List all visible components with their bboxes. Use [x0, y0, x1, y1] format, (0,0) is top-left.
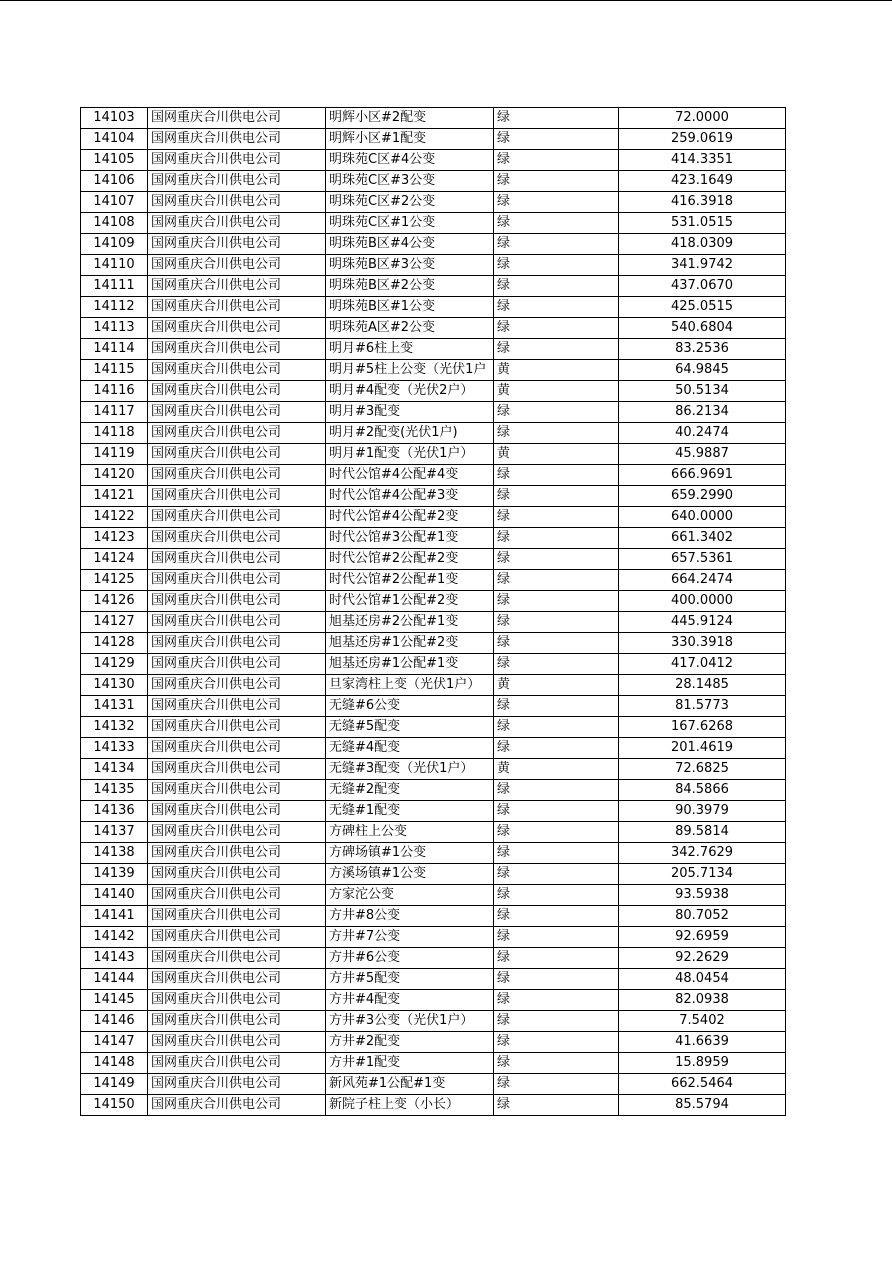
row-status-cell: 绿 [494, 192, 619, 213]
table-row [81, 360, 786, 381]
row-id-cell: 14115 [81, 360, 148, 381]
row-value-cell: 82.0938 [619, 990, 786, 1011]
row-station-cell: 时代公馆#3公配#1变 [326, 528, 494, 549]
table-row [81, 675, 786, 696]
row-station-cell: 明月#1配变（光伏1户） [326, 444, 494, 465]
table-row [81, 990, 786, 1011]
row-status-cell: 绿 [494, 276, 619, 297]
row-station-cell: 方井#7公变 [326, 927, 494, 948]
row-id-cell: 14116 [81, 381, 148, 402]
table-row [81, 864, 786, 885]
row-status-cell: 绿 [494, 150, 619, 171]
row-id-cell: 14139 [81, 864, 148, 885]
row-id-cell: 14141 [81, 906, 148, 927]
row-station-cell: 方碑柱上公变 [326, 822, 494, 843]
row-station-cell: 明珠苑C区#3公变 [326, 171, 494, 192]
row-status-cell: 绿 [494, 927, 619, 948]
table-row [81, 507, 786, 528]
row-status-cell: 绿 [494, 738, 619, 759]
row-company-cell: 国网重庆合川供电公司 [148, 990, 326, 1011]
row-id-cell: 14122 [81, 507, 148, 528]
row-company-cell: 国网重庆合川供电公司 [148, 276, 326, 297]
row-status-cell: 绿 [494, 654, 619, 675]
table-body [81, 108, 786, 1116]
row-id-cell: 14149 [81, 1074, 148, 1095]
row-station-cell: 方井#1配变 [326, 1053, 494, 1074]
row-status-cell: 绿 [494, 465, 619, 486]
row-station-cell: 明辉小区#2配变 [326, 108, 494, 129]
row-station-cell: 明珠苑B区#2公变 [326, 276, 494, 297]
row-value-cell: 7.5402 [619, 1011, 786, 1032]
row-station-cell: 方井#5配变 [326, 969, 494, 990]
row-value-cell: 45.9887 [619, 444, 786, 465]
row-id-cell: 14121 [81, 486, 148, 507]
row-company-cell: 国网重庆合川供电公司 [148, 1011, 326, 1032]
row-company-cell: 国网重庆合川供电公司 [148, 1053, 326, 1074]
table-row [81, 1074, 786, 1095]
row-status-cell: 绿 [494, 801, 619, 822]
row-company-cell: 国网重庆合川供电公司 [148, 1095, 326, 1116]
row-id-cell: 14126 [81, 591, 148, 612]
row-status-cell: 黄 [494, 381, 619, 402]
row-value-cell: 85.5794 [619, 1095, 786, 1116]
table-row [81, 549, 786, 570]
row-company-cell: 国网重庆合川供电公司 [148, 360, 326, 381]
row-value-cell: 81.5773 [619, 696, 786, 717]
row-status-cell: 绿 [494, 171, 619, 192]
row-value-cell: 657.5361 [619, 549, 786, 570]
row-id-cell: 14144 [81, 969, 148, 990]
row-id-cell: 14120 [81, 465, 148, 486]
table-row [81, 402, 786, 423]
row-id-cell: 14133 [81, 738, 148, 759]
row-company-cell: 国网重庆合川供电公司 [148, 486, 326, 507]
row-company-cell: 国网重庆合川供电公司 [148, 150, 326, 171]
row-value-cell: 661.3402 [619, 528, 786, 549]
table-row [81, 948, 786, 969]
table-row [81, 297, 786, 318]
row-company-cell: 国网重庆合川供电公司 [148, 381, 326, 402]
row-station-cell: 明珠苑A区#2公变 [326, 318, 494, 339]
row-value-cell: 540.6804 [619, 318, 786, 339]
table-row [81, 822, 786, 843]
row-company-cell: 国网重庆合川供电公司 [148, 948, 326, 969]
row-status-cell: 绿 [494, 570, 619, 591]
row-id-cell: 14129 [81, 654, 148, 675]
row-company-cell: 国网重庆合川供电公司 [148, 108, 326, 129]
table-row [81, 192, 786, 213]
table-row [81, 108, 786, 129]
row-value-cell: 437.0670 [619, 276, 786, 297]
row-value-cell: 445.9124 [619, 612, 786, 633]
row-status-cell: 黄 [494, 675, 619, 696]
row-value-cell: 72.6825 [619, 759, 786, 780]
row-station-cell: 方家沱公变 [326, 885, 494, 906]
row-company-cell: 国网重庆合川供电公司 [148, 633, 326, 654]
row-station-cell: 方碑场镇#1公变 [326, 843, 494, 864]
row-value-cell: 659.2990 [619, 486, 786, 507]
row-id-cell: 14148 [81, 1053, 148, 1074]
row-status-cell: 绿 [494, 633, 619, 654]
table-row [81, 318, 786, 339]
row-id-cell: 14127 [81, 612, 148, 633]
row-value-cell: 50.5134 [619, 381, 786, 402]
table-row [81, 171, 786, 192]
page-top-border [0, 0, 892, 1]
table-row [81, 759, 786, 780]
table-row [81, 276, 786, 297]
row-id-cell: 14112 [81, 297, 148, 318]
table-row [81, 1053, 786, 1074]
row-value-cell: 83.2536 [619, 339, 786, 360]
row-value-cell: 89.5814 [619, 822, 786, 843]
row-status-cell: 绿 [494, 402, 619, 423]
row-value-cell: 400.0000 [619, 591, 786, 612]
table-row [81, 801, 786, 822]
row-station-cell: 无缝#3配变（光伏1户） [326, 759, 494, 780]
table-row [81, 885, 786, 906]
row-value-cell: 417.0412 [619, 654, 786, 675]
row-status-cell: 绿 [494, 318, 619, 339]
row-status-cell: 绿 [494, 108, 619, 129]
row-value-cell: 662.5464 [619, 1074, 786, 1095]
table-row [81, 717, 786, 738]
row-value-cell: 15.8959 [619, 1053, 786, 1074]
row-id-cell: 14110 [81, 255, 148, 276]
row-value-cell: 259.0619 [619, 129, 786, 150]
table-row [81, 738, 786, 759]
row-value-cell: 90.3979 [619, 801, 786, 822]
row-value-cell: 92.6959 [619, 927, 786, 948]
row-id-cell: 14103 [81, 108, 148, 129]
table-row [81, 150, 786, 171]
row-station-cell: 方井#3公变（光伏1户） [326, 1011, 494, 1032]
data-table [80, 107, 786, 1116]
row-value-cell: 80.7052 [619, 906, 786, 927]
row-value-cell: 414.3351 [619, 150, 786, 171]
row-value-cell: 531.0515 [619, 213, 786, 234]
row-id-cell: 14119 [81, 444, 148, 465]
row-company-cell: 国网重庆合川供电公司 [148, 843, 326, 864]
row-station-cell: 明珠苑C区#4公变 [326, 150, 494, 171]
row-value-cell: 41.6639 [619, 1032, 786, 1053]
row-status-cell: 黄 [494, 759, 619, 780]
table-row [81, 780, 786, 801]
row-company-cell: 国网重庆合川供电公司 [148, 906, 326, 927]
row-company-cell: 国网重庆合川供电公司 [148, 801, 326, 822]
row-station-cell: 方井#4配变 [326, 990, 494, 1011]
row-value-cell: 664.2474 [619, 570, 786, 591]
row-company-cell: 国网重庆合川供电公司 [148, 675, 326, 696]
row-value-cell: 64.9845 [619, 360, 786, 381]
row-company-cell: 国网重庆合川供电公司 [148, 297, 326, 318]
row-station-cell: 方井#6公变 [326, 948, 494, 969]
row-value-cell: 84.5866 [619, 780, 786, 801]
row-value-cell: 167.6268 [619, 717, 786, 738]
row-id-cell: 14113 [81, 318, 148, 339]
row-company-cell: 国网重庆合川供电公司 [148, 927, 326, 948]
row-company-cell: 国网重庆合川供电公司 [148, 171, 326, 192]
row-station-cell: 明月#4配变（光伏2户） [326, 381, 494, 402]
row-company-cell: 国网重庆合川供电公司 [148, 528, 326, 549]
row-company-cell: 国网重庆合川供电公司 [148, 423, 326, 444]
table-row [81, 612, 786, 633]
row-value-cell: 205.7134 [619, 864, 786, 885]
row-id-cell: 14134 [81, 759, 148, 780]
table-row [81, 927, 786, 948]
row-company-cell: 国网重庆合川供电公司 [148, 570, 326, 591]
row-value-cell: 93.5938 [619, 885, 786, 906]
row-company-cell: 国网重庆合川供电公司 [148, 591, 326, 612]
row-company-cell: 国网重庆合川供电公司 [148, 507, 326, 528]
row-status-cell: 绿 [494, 213, 619, 234]
table-row [81, 843, 786, 864]
row-station-cell: 明珠苑B区#3公变 [326, 255, 494, 276]
row-station-cell: 方井#8公变 [326, 906, 494, 927]
row-status-cell: 绿 [494, 423, 619, 444]
row-company-cell: 国网重庆合川供电公司 [148, 759, 326, 780]
table-row [81, 969, 786, 990]
row-value-cell: 423.1649 [619, 171, 786, 192]
table-row [81, 339, 786, 360]
row-status-cell: 绿 [494, 255, 619, 276]
row-status-cell: 黄 [494, 360, 619, 381]
row-status-cell: 绿 [494, 948, 619, 969]
row-id-cell: 14118 [81, 423, 148, 444]
row-status-cell: 绿 [494, 1032, 619, 1053]
table-row [81, 528, 786, 549]
row-station-cell: 时代公馆#2公配#1变 [326, 570, 494, 591]
row-station-cell: 方溪场镇#1公变 [326, 864, 494, 885]
table-row [81, 1032, 786, 1053]
row-status-cell: 绿 [494, 864, 619, 885]
row-company-cell: 国网重庆合川供电公司 [148, 738, 326, 759]
table-row [81, 486, 786, 507]
row-id-cell: 14150 [81, 1095, 148, 1116]
row-station-cell: 明月#6柱上变 [326, 339, 494, 360]
table-row [81, 444, 786, 465]
row-company-cell: 国网重庆合川供电公司 [148, 885, 326, 906]
row-id-cell: 14130 [81, 675, 148, 696]
row-value-cell: 40.2474 [619, 423, 786, 444]
row-company-cell: 国网重庆合川供电公司 [148, 444, 326, 465]
row-company-cell: 国网重庆合川供电公司 [148, 864, 326, 885]
row-status-cell: 绿 [494, 969, 619, 990]
row-station-cell: 明月#2配变(光伏1户) [326, 423, 494, 444]
row-company-cell: 国网重庆合川供电公司 [148, 969, 326, 990]
row-value-cell: 418.0309 [619, 234, 786, 255]
row-status-cell: 黄 [494, 444, 619, 465]
row-station-cell: 时代公馆#4公配#2变 [326, 507, 494, 528]
table-row [81, 213, 786, 234]
row-id-cell: 14108 [81, 213, 148, 234]
row-value-cell: 416.3918 [619, 192, 786, 213]
row-company-cell: 国网重庆合川供电公司 [148, 717, 326, 738]
row-status-cell: 绿 [494, 507, 619, 528]
row-status-cell: 绿 [494, 780, 619, 801]
row-status-cell: 绿 [494, 591, 619, 612]
row-station-cell: 旭基还房#2公配#1变 [326, 612, 494, 633]
row-id-cell: 14107 [81, 192, 148, 213]
row-id-cell: 14132 [81, 717, 148, 738]
row-value-cell: 201.4619 [619, 738, 786, 759]
row-status-cell: 绿 [494, 1053, 619, 1074]
row-id-cell: 14131 [81, 696, 148, 717]
row-company-cell: 国网重庆合川供电公司 [148, 612, 326, 633]
row-id-cell: 14142 [81, 927, 148, 948]
table-row [81, 1011, 786, 1032]
row-company-cell: 国网重庆合川供电公司 [148, 696, 326, 717]
row-company-cell: 国网重庆合川供电公司 [148, 780, 326, 801]
row-station-cell: 时代公馆#4公配#4变 [326, 465, 494, 486]
row-station-cell: 无缝#2配变 [326, 780, 494, 801]
row-value-cell: 86.2134 [619, 402, 786, 423]
row-value-cell: 342.7629 [619, 843, 786, 864]
row-status-cell: 绿 [494, 297, 619, 318]
row-id-cell: 14135 [81, 780, 148, 801]
row-id-cell: 14138 [81, 843, 148, 864]
row-status-cell: 绿 [494, 843, 619, 864]
row-value-cell: 425.0515 [619, 297, 786, 318]
row-id-cell: 14105 [81, 150, 148, 171]
row-value-cell: 72.0000 [619, 108, 786, 129]
row-station-cell: 时代公馆#4公配#3变 [326, 486, 494, 507]
row-station-cell: 无缝#1配变 [326, 801, 494, 822]
row-value-cell: 341.9742 [619, 255, 786, 276]
row-station-cell: 旭基还房#1公配#1变 [326, 654, 494, 675]
table-row [81, 591, 786, 612]
row-company-cell: 国网重庆合川供电公司 [148, 255, 326, 276]
row-station-cell: 明珠苑C区#1公变 [326, 213, 494, 234]
row-status-cell: 绿 [494, 486, 619, 507]
row-station-cell: 明月#5柱上公变（光伏1户 [326, 360, 494, 381]
row-value-cell: 48.0454 [619, 969, 786, 990]
row-status-cell: 绿 [494, 612, 619, 633]
row-station-cell: 明珠苑B区#4公变 [326, 234, 494, 255]
row-status-cell: 绿 [494, 717, 619, 738]
row-station-cell: 明月#3配变 [326, 402, 494, 423]
row-id-cell: 14143 [81, 948, 148, 969]
row-company-cell: 国网重庆合川供电公司 [148, 318, 326, 339]
row-status-cell: 绿 [494, 1011, 619, 1032]
row-status-cell: 绿 [494, 696, 619, 717]
row-value-cell: 640.0000 [619, 507, 786, 528]
table-row [81, 381, 786, 402]
row-status-cell: 绿 [494, 528, 619, 549]
row-id-cell: 14145 [81, 990, 148, 1011]
row-id-cell: 14117 [81, 402, 148, 423]
row-company-cell: 国网重庆合川供电公司 [148, 339, 326, 360]
row-company-cell: 国网重庆合川供电公司 [148, 1032, 326, 1053]
row-station-cell: 方井#2配变 [326, 1032, 494, 1053]
row-company-cell: 国网重庆合川供电公司 [148, 402, 326, 423]
row-value-cell: 666.9691 [619, 465, 786, 486]
row-id-cell: 14147 [81, 1032, 148, 1053]
table-row [81, 465, 786, 486]
row-company-cell: 国网重庆合川供电公司 [148, 213, 326, 234]
row-company-cell: 国网重庆合川供电公司 [148, 234, 326, 255]
row-station-cell: 旦家湾柱上变（光伏1户） [326, 675, 494, 696]
row-id-cell: 14140 [81, 885, 148, 906]
row-company-cell: 国网重庆合川供电公司 [148, 654, 326, 675]
row-status-cell: 绿 [494, 885, 619, 906]
table-row [81, 423, 786, 444]
row-station-cell: 明珠苑B区#1公变 [326, 297, 494, 318]
table-row [81, 1095, 786, 1116]
row-id-cell: 14123 [81, 528, 148, 549]
row-station-cell: 无缝#5配变 [326, 717, 494, 738]
row-value-cell: 92.2629 [619, 948, 786, 969]
table-row [81, 654, 786, 675]
row-id-cell: 14136 [81, 801, 148, 822]
row-station-cell: 时代公馆#2公配#2变 [326, 549, 494, 570]
row-status-cell: 绿 [494, 1074, 619, 1095]
row-status-cell: 绿 [494, 906, 619, 927]
row-id-cell: 14124 [81, 549, 148, 570]
table-row [81, 570, 786, 591]
row-id-cell: 14137 [81, 822, 148, 843]
row-id-cell: 14125 [81, 570, 148, 591]
row-station-cell: 新风苑#1公配#1变 [326, 1074, 494, 1095]
row-id-cell: 14146 [81, 1011, 148, 1032]
row-status-cell: 绿 [494, 822, 619, 843]
row-value-cell: 28.1485 [619, 675, 786, 696]
row-company-cell: 国网重庆合川供电公司 [148, 1074, 326, 1095]
table-row [81, 633, 786, 654]
row-company-cell: 国网重庆合川供电公司 [148, 549, 326, 570]
table-row [81, 129, 786, 150]
row-station-cell: 明珠苑C区#2公变 [326, 192, 494, 213]
row-id-cell: 14111 [81, 276, 148, 297]
row-status-cell: 绿 [494, 129, 619, 150]
row-status-cell: 绿 [494, 234, 619, 255]
table-row [81, 255, 786, 276]
table-row [81, 696, 786, 717]
row-company-cell: 国网重庆合川供电公司 [148, 129, 326, 150]
table-row [81, 906, 786, 927]
row-company-cell: 国网重庆合川供电公司 [148, 465, 326, 486]
row-station-cell: 无缝#4配变 [326, 738, 494, 759]
row-station-cell: 旭基还房#1公配#2变 [326, 633, 494, 654]
row-status-cell: 绿 [494, 1095, 619, 1116]
row-station-cell: 新院子柱上变（小长） [326, 1095, 494, 1116]
row-station-cell: 时代公馆#1公配#2变 [326, 591, 494, 612]
row-station-cell: 明辉小区#1配变 [326, 129, 494, 150]
row-status-cell: 绿 [494, 990, 619, 1011]
row-id-cell: 14128 [81, 633, 148, 654]
row-value-cell: 330.3918 [619, 633, 786, 654]
row-status-cell: 绿 [494, 339, 619, 360]
row-company-cell: 国网重庆合川供电公司 [148, 192, 326, 213]
row-id-cell: 14109 [81, 234, 148, 255]
row-status-cell: 绿 [494, 549, 619, 570]
row-company-cell: 国网重庆合川供电公司 [148, 822, 326, 843]
row-id-cell: 14104 [81, 129, 148, 150]
row-id-cell: 14106 [81, 171, 148, 192]
row-id-cell: 14114 [81, 339, 148, 360]
table-row [81, 234, 786, 255]
row-station-cell: 无缝#6公变 [326, 696, 494, 717]
